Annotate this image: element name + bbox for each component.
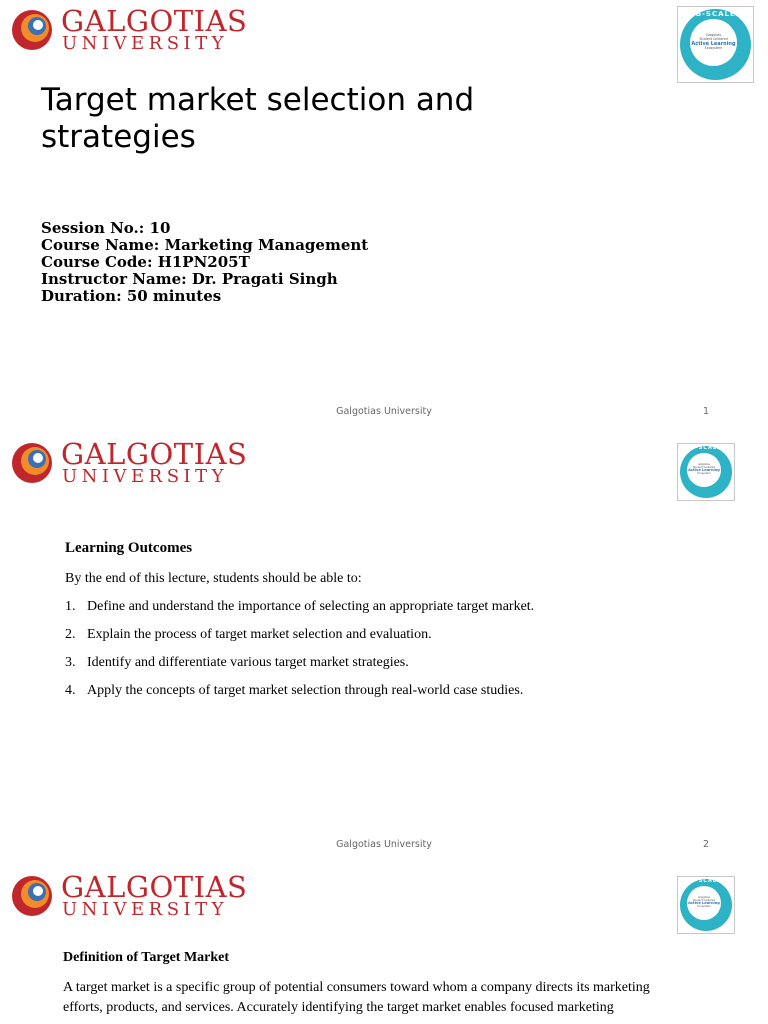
learning-outcomes-list: [65, 599, 534, 711]
swirl-logo-icon: [10, 441, 54, 485]
slide-1: [0, 0, 768, 433]
course-code: Course Code: H1PN205T: [41, 253, 250, 271]
university-logo: [10, 4, 248, 56]
definition-heading: Definition of Target Market: [63, 950, 230, 965]
list-item: [65, 599, 534, 627]
course-info: [41, 220, 368, 305]
badge-line-4: Ecosystem: [697, 905, 711, 909]
gscale-badge: [677, 6, 754, 83]
logo-wordmark-university: UNIVERSITY: [62, 33, 229, 54]
badge-line-3: Active Learning: [691, 40, 736, 47]
session-number: Session No.: 10: [41, 219, 171, 237]
slide-2: [0, 433, 768, 866]
badge-line-3: Active Learning: [688, 901, 720, 906]
list-text: Explain the process of target market selection and evaluation.: [87, 627, 432, 642]
badge-line-3: Active Learning: [688, 468, 720, 473]
list-item: [65, 627, 534, 655]
duration: Duration: 50 minutes: [41, 287, 222, 305]
slide-3: [0, 866, 768, 1024]
list-text: Apply the concepts of target market selection through real-world case studies.: [87, 683, 524, 698]
swirl-logo-icon: [10, 8, 54, 52]
slide-title: Target market selection and strategies: [41, 82, 475, 155]
list-number: 3.: [65, 655, 76, 670]
badge-line-4: Ecosystem: [697, 472, 711, 476]
badge-line-4: Ecosystem: [704, 46, 723, 51]
badge-top-text: G-SCALE: [690, 878, 722, 884]
badge-line-1: Galgotias: [698, 462, 710, 466]
list-number: 4.: [65, 683, 76, 698]
gscale-badge: [677, 443, 735, 501]
logo-wordmark-university: UNIVERSITY: [62, 899, 229, 920]
list-text: Define and understand the importance of selecting an appropriate target market.: [87, 599, 535, 614]
learning-outcomes-intro: By the end of this lecture, students should be able to:: [65, 571, 362, 586]
swirl-logo-icon: [10, 874, 54, 918]
page-number: 1: [703, 406, 710, 417]
list-number: 1.: [65, 599, 76, 614]
badge-line-2: Student Centered: [692, 465, 716, 469]
slide-footer: Galgotias University: [336, 406, 432, 417]
course-name: Course Name: Marketing Management: [41, 236, 369, 254]
badge-line-1: Galgotias: [705, 33, 722, 38]
badge-line-2: Student Centered: [699, 36, 728, 41]
logo-wordmark-university: UNIVERSITY: [62, 466, 229, 487]
university-logo: [10, 870, 248, 922]
badge-top-text: G-SCALE: [695, 10, 736, 18]
badge-line-2: Student Centered: [692, 898, 716, 902]
slide-footer: Galgotias University: [336, 839, 432, 850]
instructor-name: Instructor Name: Dr. Pragati Singh: [41, 270, 338, 288]
list-number: 2.: [65, 627, 76, 642]
logo-wordmark-galgotias: GALGOTIAS: [61, 870, 248, 904]
definition-text: A target market is a specific group of potential consumers toward whom a company directs its marketing efforts, products, and services. Accurately identifying the target market enables focused marketing: [63, 980, 650, 1015]
logo-wordmark-galgotias: GALGOTIAS: [61, 437, 248, 471]
page-number: 2: [703, 839, 710, 850]
list-item: [65, 683, 534, 711]
list-text: Identify and differentiate various target market strategies.: [87, 655, 409, 670]
logo-wordmark-galgotias: GALGOTIAS: [61, 4, 248, 38]
badge-line-1: Galgotias: [698, 895, 710, 899]
badge-top-text: G-SCALE: [690, 445, 722, 451]
list-item: [65, 655, 534, 683]
university-logo: [10, 437, 248, 489]
gscale-badge: [677, 876, 735, 934]
learning-outcomes-heading: Learning Outcomes: [65, 540, 193, 556]
